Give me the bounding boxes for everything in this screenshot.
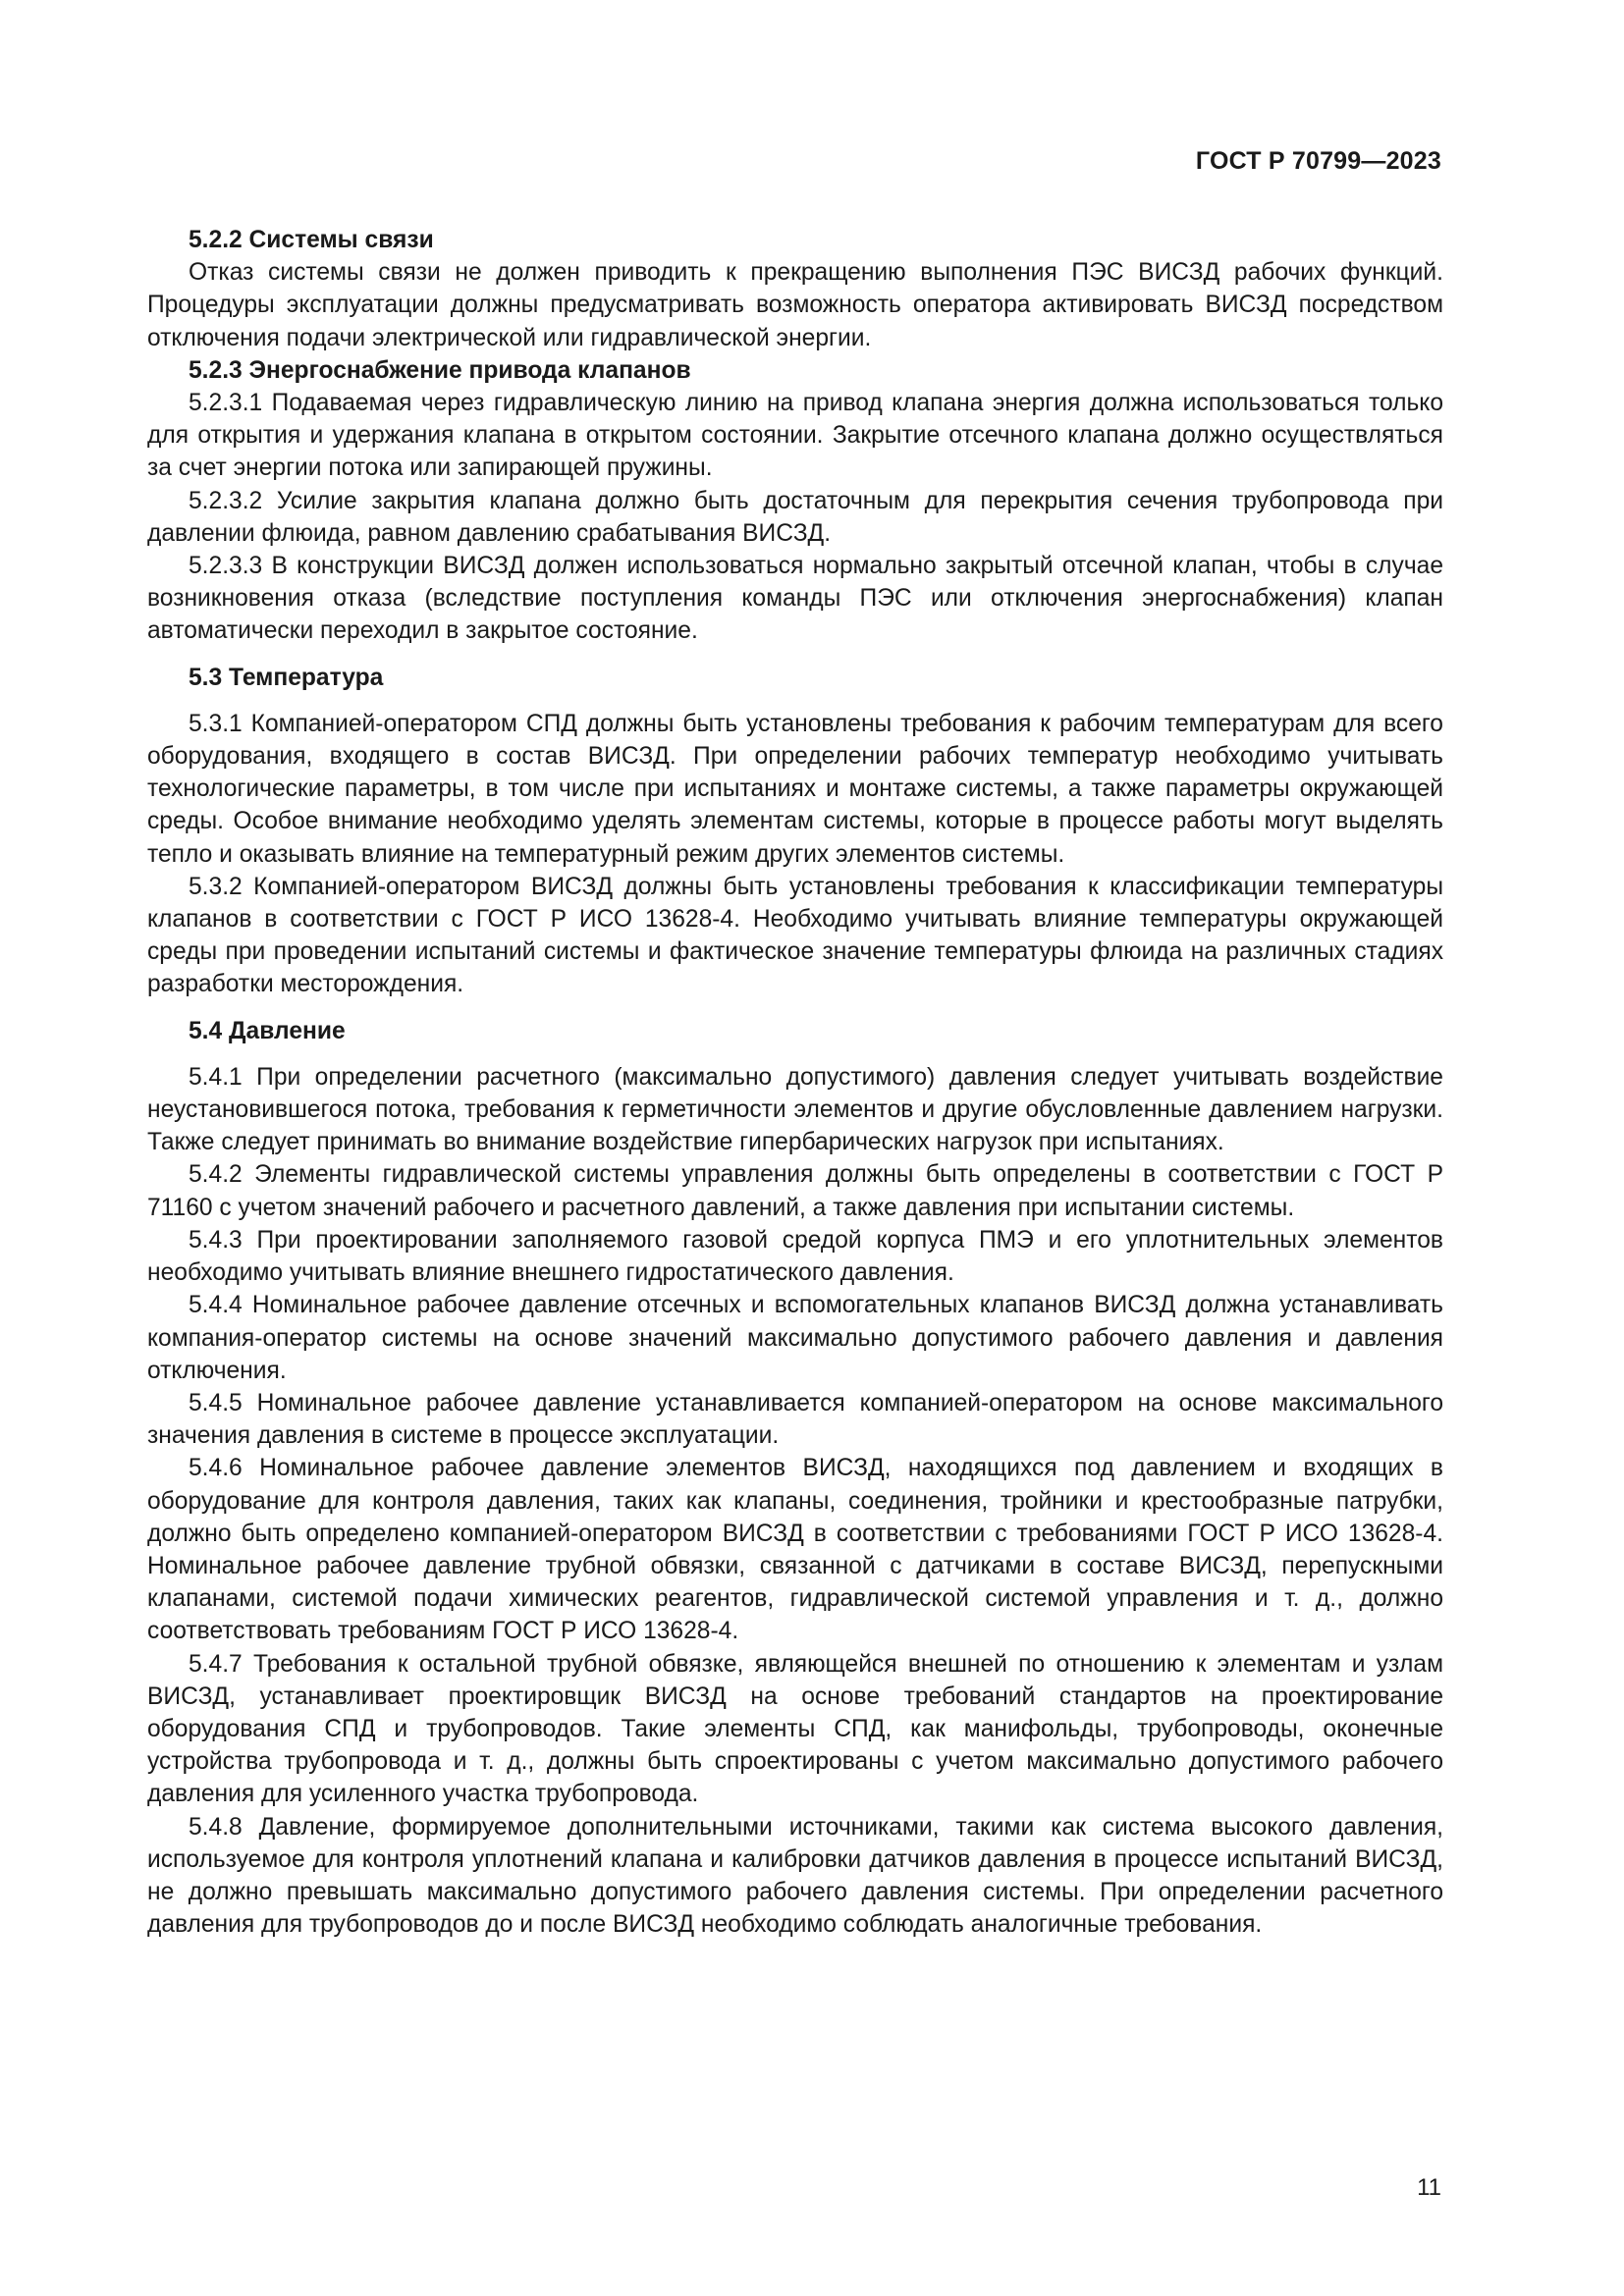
paragraph-5-4-5: 5.4.5 Номинальное рабочее давление устанавливается компанией-оператором на основе максимального значения давления в системе в процессе эксплуатации. <box>147 1389 1443 1450</box>
document-code: ГОСТ Р 70799—2023 <box>1195 147 1441 175</box>
section-title-5-2-2: 5.2.2 Системы связи <box>189 227 434 253</box>
section-title-5-2-3: 5.2.3 Энергоснабжение привода клапанов <box>189 356 691 384</box>
paragraph-5-4-2: 5.4.2 Элементы гидравлической системы управления должны быть определены в соответствии с ГОСТ Р 71160 с учетом значений рабочего и расчетного давлений, а также давления при испытании системы. <box>147 1161 1443 1221</box>
page-number: 11 <box>1417 2174 1441 2201</box>
paragraph-5-2-3-2: 5.2.3.2 Усилие закрытия клапана должно быть достаточным для перекрытия сечения трубопровода при давлении флюида, равном давлению срабатывания ВИСЗД. <box>147 487 1443 547</box>
section-title-5-3: 5.3 Температура <box>189 664 384 691</box>
paragraph-5-2-2: Отказ системы связи не должен приводить к прекращению выполнения ПЭС ВИСЗД рабочих функций. Процедуры эксплуатации должны предусматривать возможность оператора активировать ВИСЗД посредством отключения подачи электрической или гидравлической энергии. <box>147 259 1443 351</box>
paragraph-5-3-2: 5.3.2 Компанией-оператором ВИСЗД должны быть установлены требования к классификации температуры клапанов в соответствии с ГОСТ Р ИСО 13628-4. Необходимо учитывать влияние температуры окружающей среды при проведении испытаний системы и фактическое значение температуры флюида на различных стадиях разработки месторождения. <box>147 873 1443 998</box>
paragraph-5-4-1: 5.4.1 При определении расчетного (максимально допустимого) давления следует учитывать воздействие неустановившегося потока, требования к герметичности элементов и другие обусловленные давлением нагрузки. Также следует принимать во внимание воздействие гипербарических нагрузок при испытаниях. <box>147 1063 1443 1156</box>
paragraph-5-2-3-3: 5.2.3.3 В конструкции ВИСЗД должен использоваться нормально закрытый отсечной клапан, чтобы в случае возникновения отказа (вследствие поступления команды ПЭС или отключения энергоснабжения) клапан автоматически переходил в закрытое состояние. <box>147 553 1443 645</box>
paragraph-5-4-3: 5.4.3 При проектировании заполняемого газовой средой корпуса ПМЭ и его уплотнительных элементов необходимо учитывать влияние внешнего гидростатического давления. <box>147 1226 1443 1287</box>
paragraph-5-4-6: 5.4.6 Номинальное рабочее давление элементов ВИСЗД, находящихся под давлением и входящих в оборудование для контроля давления, таких как клапаны, соединения, тройники и крестообразные патрубки, должно быть определено компанией-оператором ВИСЗД в соответствии с требованиями ГОСТ Р ИСО 13628-4. Номинальное рабочее давление трубной обвязки, связанной с датчиками в составе ВИСЗД, перепускными клапанами, системой подачи химических реагентов, гидравлической системой управления и т. д., должно соответствовать требованиям ГОСТ Р ИСО 13628-4. <box>147 1455 1443 1645</box>
paragraph-5-3-1: 5.3.1 Компанией-оператором СПД должны быть установлены требования к рабочим температурам для всего оборудования, входящего в состав ВИСЗД. При определении рабочих температур необходимо учитывать технологические параметры, в том числе при испытаниях и монтаже системы, а также параметры окружающей среды. Особое внимание необходимо уделять элементам системы, которые в процессе работы могут выделять тепло и оказывать влияние на температурный режим других элементов системы. <box>147 710 1443 868</box>
paragraph-5-4-7: 5.4.7 Требования к остальной трубной обвязке, являющейся внешней по отношению к элементам и узлам ВИСЗД, устанавливает проектировщик ВИСЗД на основе требований стандартов на проектирование оборудования СПД и трубопроводов. Такие элементы СПД, как манифольды, трубопроводы, оконечные устройства трубопровода и т. д., должны быть спроектированы с учетом максимально допустимого рабочего давления для усиленного участка трубопровода. <box>147 1650 1443 1808</box>
section-title-5-4: 5.4 Давление <box>189 1017 346 1044</box>
paragraph-5-2-3-1: 5.2.3.1 Подаваемая через гидравлическую линию на привод клапана энергия должна использоваться только для открытия и удержания клапана в открытом состоянии. Закрытие отсечного клапана должно осуществляться за счет энергии потока или запирающей пружины. <box>147 390 1443 482</box>
document-body <box>147 224 1443 1941</box>
paragraph-5-4-8: 5.4.8 Давление, формируемое дополнительными источниками, такими как система высокого давления, используемое для контроля уплотнений клапана и калибровки датчиков давления в процессе испытаний ВИСЗД, не должно превышать максимально допустимого рабочего давления системы. При определении расчетного давления для трубопроводов до и после ВИСЗД необходимо соблюдать аналогичные требования. <box>147 1813 1443 1939</box>
paragraph-5-4-4: 5.4.4 Номинальное рабочее давление отсечных и вспомогательных клапанов ВИСЗД должна устанавливать компания-оператор системы на основе значений максимально допустимого рабочего давления и давления отключения. <box>147 1292 1443 1384</box>
